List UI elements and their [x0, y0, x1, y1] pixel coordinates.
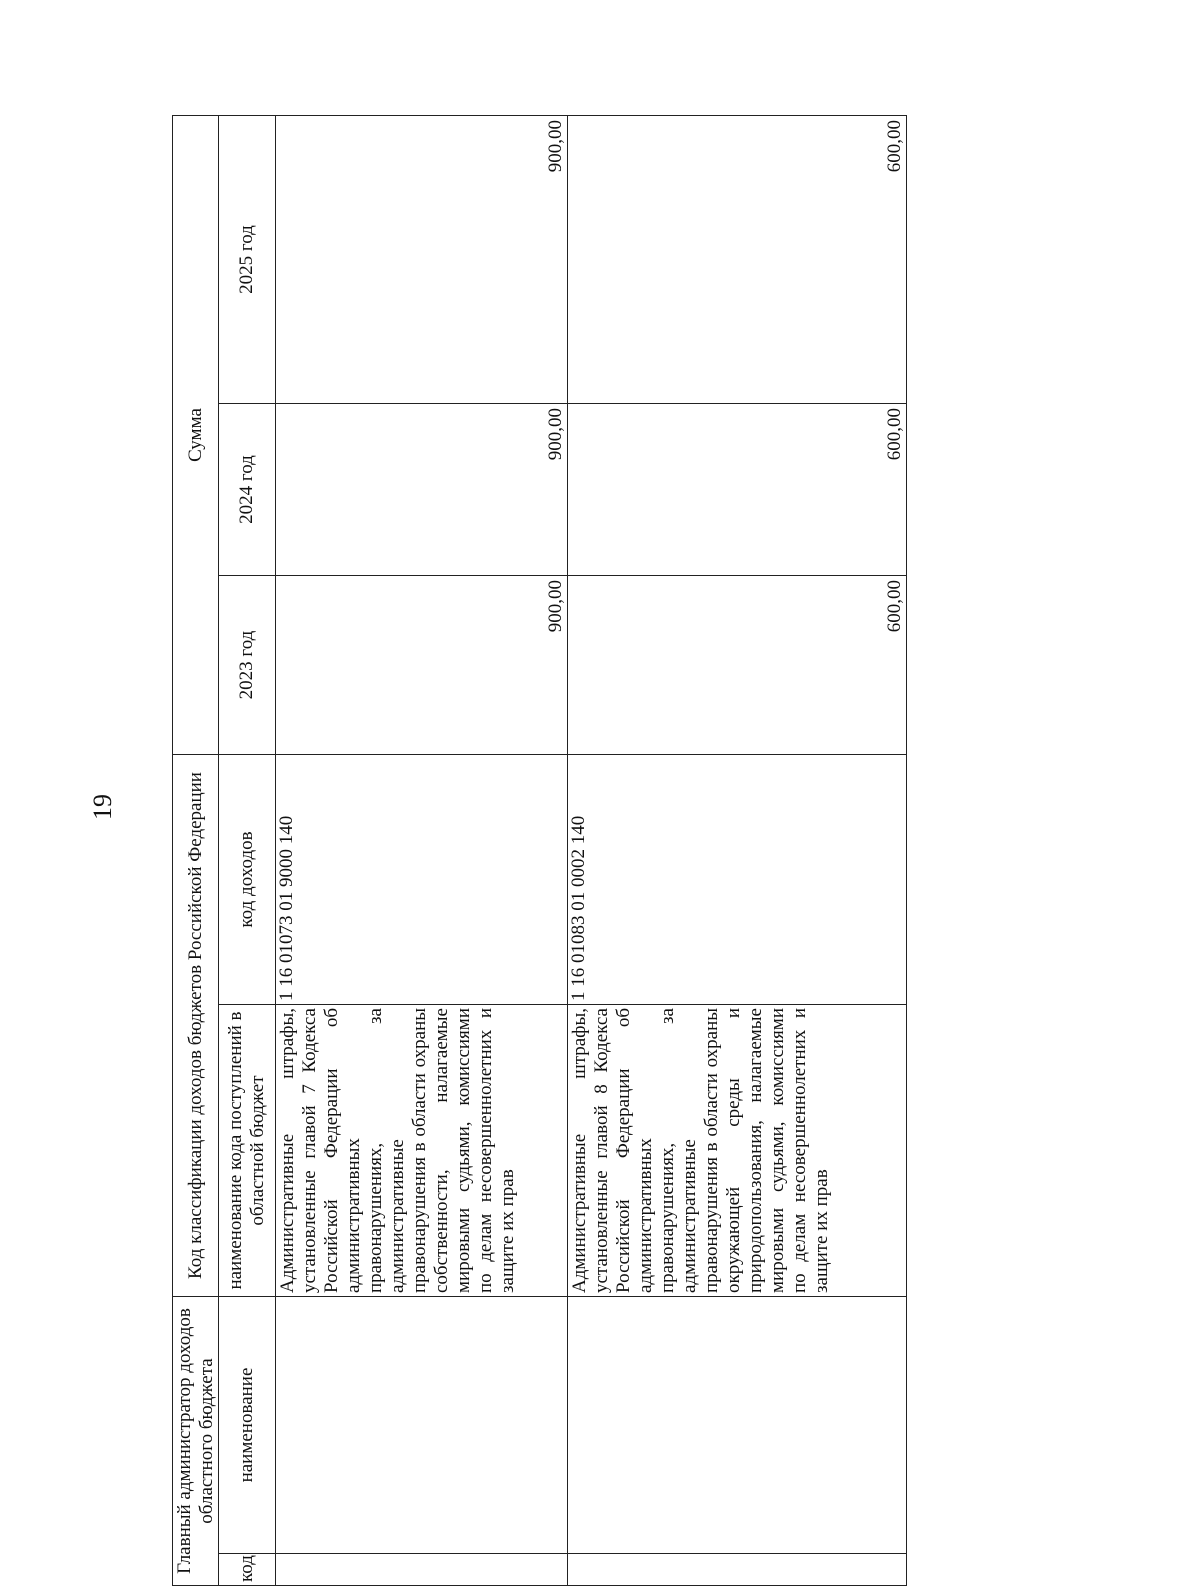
admin-code-cell [568, 1554, 907, 1586]
amount-2023-cell: 900,00 [276, 576, 568, 755]
amount-2025-cell: 900,00 [276, 115, 568, 403]
header-sum-group: Сумма [173, 115, 219, 754]
header-income-name: наименование кода поступлений в областной бюджет [219, 1005, 276, 1297]
income-name-cell: Административные штрафы, установленные главой 7 Кодекса Российской Федерации об административных правонарушениях, за административные правонарушения в области охраны собственности, налагаемые мировыми судьями, комиссиями по делам несовершеннолетних и защите их прав [276, 1005, 568, 1297]
income-code-cell: 1 16 01073 01 9000 140 [276, 755, 568, 1005]
header-2025: 2025 год [219, 115, 276, 403]
page-number: 19 [88, 794, 117, 820]
table-row [276, 115, 568, 1585]
rotated-table-container [172, 116, 906, 1586]
amount-2025-cell: 600,00 [568, 115, 907, 403]
header-classification-group: Код классификации доходов бюджетов Российской Федерации [173, 755, 219, 1297]
header-2023: 2023 год [219, 576, 276, 755]
header-name: наименование [219, 1297, 276, 1554]
admin-name-cell [568, 1297, 907, 1554]
table-row [568, 115, 907, 1585]
header-code: код [219, 1554, 276, 1586]
amount-2024-cell: 600,00 [568, 404, 907, 576]
amount-2024-cell: 900,00 [276, 404, 568, 576]
revenue-table [172, 115, 907, 1586]
header-income-code: код доходов [219, 755, 276, 1005]
income-name-cell: Административные штрафы, установленные главой 8 Кодекса Российской Федерации об административных правонарушениях, за административные правонарушения в области охраны окружающей среды и природопользования, налагаемые мировыми судьями, комиссиями по делам несовершеннолетних и защите их прав [568, 1005, 907, 1297]
admin-code-cell [276, 1554, 568, 1586]
header-2024: 2024 год [219, 404, 276, 576]
amount-2023-cell: 600,00 [568, 576, 907, 755]
admin-name-cell [276, 1297, 568, 1554]
header-admin-group: Главный администратор доходов областного бюджета [173, 1297, 219, 1586]
income-code-cell: 1 16 01083 01 0002 140 [568, 755, 907, 1005]
